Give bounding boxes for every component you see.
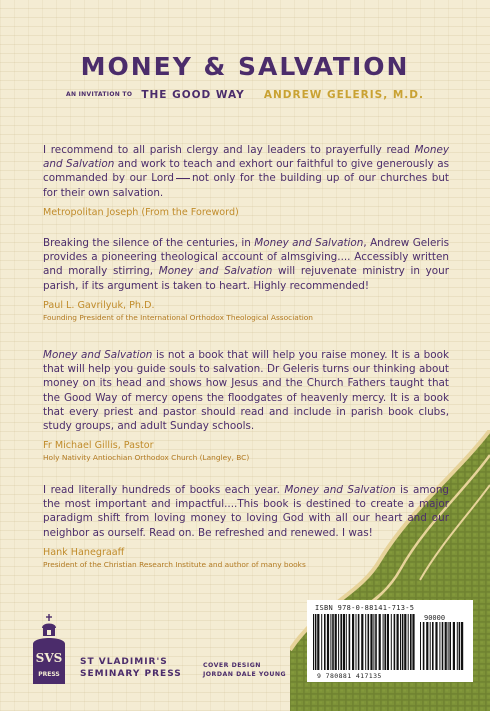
ean-barcode (313, 614, 417, 672)
cover-credit-label: COVER DESIGN (203, 662, 261, 669)
svs-press-logo (31, 614, 67, 684)
quote-text: I recommend to all parish clergy and lay leaders to prayerfully read (43, 144, 415, 156)
barcode-panel (307, 600, 473, 682)
subtitle-good-way: THE GOOD WAY (141, 88, 245, 101)
barcode-bar (410, 614, 412, 670)
em-dash (176, 178, 190, 180)
barcode-bar (330, 614, 331, 670)
barcode-bar (373, 614, 374, 670)
quote-text: I read literally hundreds of books each year. (43, 484, 285, 496)
barcode-bar (335, 614, 337, 670)
quote-text: not only for the building up of our churches but for their own salvation. (43, 172, 449, 199)
barcode-bar (379, 614, 381, 670)
logo-monogram: SVS (35, 651, 63, 665)
endorsement-name: Paul L. Gavrilyuk, Ph.D. (43, 299, 155, 311)
barcode-bar (453, 622, 455, 670)
endorsement-quote (43, 236, 449, 293)
barcode-bar (423, 622, 425, 670)
barcode-bar (412, 614, 414, 670)
endorsement-quote (43, 143, 449, 200)
barcode-bar (420, 622, 421, 670)
barcode-bar (349, 614, 351, 670)
barcode-bar (358, 614, 360, 670)
endorsement-quote (43, 483, 449, 540)
endorsement-name: Hank Hanegraaff (43, 546, 125, 558)
barcode-bar (397, 614, 399, 670)
subtitle-invitation: AN INVITATION TO (66, 91, 133, 98)
barcode-bar (352, 614, 354, 670)
endorsement-affiliation: Founding President of the International Orthodox Theological Association (43, 312, 313, 322)
cover-credit (203, 662, 286, 679)
book-title-italic: Money and Salvation (43, 144, 449, 171)
publisher-name (80, 656, 182, 680)
publisher-line-1: ST VLADIMIR'S (80, 657, 168, 667)
barcode-bar (404, 614, 406, 670)
barcode-bar (449, 622, 451, 670)
barcode-bar (383, 614, 384, 670)
barcode-bar (332, 614, 334, 670)
barcode-bar (324, 614, 326, 670)
book-title-italic: Money and Salvation (284, 484, 396, 496)
barcode-bar (315, 614, 317, 670)
barcode-bar (346, 614, 347, 670)
barcode-bar (338, 614, 339, 670)
barcode-bar (356, 614, 357, 670)
barcode-bar (448, 622, 449, 670)
endorsement-quote (43, 348, 449, 433)
logo-press: PRESS (38, 671, 60, 678)
quote-text: and work to teach and exhort our faithful to give generously as commanded by our Lord (43, 158, 449, 185)
barcode-bar (368, 614, 370, 670)
barcode-bar (461, 622, 463, 670)
publisher-line-2: SEMINARY PRESS (80, 669, 182, 679)
barcode-bar (391, 614, 392, 670)
ean-number: 9 780881 417135 (317, 672, 382, 680)
barcode-bar (402, 614, 404, 670)
barcode-bar (426, 622, 428, 670)
isbn-text: ISBN 978-0-88141-713-5 (315, 604, 415, 612)
endorsement-4 (43, 483, 449, 569)
barcode-bar (457, 622, 458, 670)
book-title: MONEY & SALVATION (80, 52, 410, 81)
barcode-bar (445, 622, 447, 670)
author-name: ANDREW GELERIS, M.D. (263, 88, 424, 101)
barcode-bar (327, 614, 329, 670)
barcode-bar (365, 614, 366, 670)
barcode-bar (313, 614, 314, 670)
barcode-bar (435, 622, 437, 670)
quote-text: is not a book that will help you raise money. It is a book that will help you guide souls to salvation. Dr Geleris turns our thinking about money on its head and shows how Jesus and the Church Fathers taught that the Good Way of mercy opens the floodgates of heavenly mercy. It is a book that every priest and pastor should read and include in parish book clubs, study groups, and adult Sunday schools. (43, 349, 449, 433)
endorsement-3 (43, 348, 449, 462)
barcode-bar (439, 622, 440, 670)
quote-text: will rejuvenate ministry in your parish, if its argument is taken to heart. Highly recommended! (43, 265, 449, 292)
endorsement-name: Fr Michael Gillis, Pastor (43, 440, 154, 452)
barcode-bar (370, 614, 372, 670)
barcode-bar (340, 614, 342, 670)
endorsement-name: Metropolitan Joseph (From the Foreword) (43, 206, 239, 218)
book-title-italic: Money and Salvation (43, 349, 153, 361)
cover-credit-designer: JORDAN DALE YOUNG (203, 670, 287, 678)
endorsement-1 (43, 143, 449, 218)
addon-barcode (420, 622, 466, 672)
barcode-bar (394, 614, 396, 670)
subtitle-row (0, 84, 490, 103)
barcode-bar (361, 614, 363, 670)
barcode-bar (384, 614, 386, 670)
barcode-bar (343, 614, 345, 670)
barcode-bar (321, 614, 322, 670)
barcode-bar (432, 622, 434, 670)
barcode-bar (317, 614, 319, 670)
endorsement-affiliation: Holy Nativity Antiochian Orthodox Church (Langley, BC) (43, 453, 250, 463)
quote-text: , Andrew Geleris provides a pioneering theological account of almsgiving.... Accessibly written and morally stirring, (43, 237, 449, 278)
endorsement-2 (43, 236, 449, 322)
barcode-bar (375, 614, 377, 670)
barcode-bar (430, 622, 431, 670)
barcode-bar (387, 614, 389, 670)
book-title-italic: Money and Salvation (254, 237, 364, 249)
barcode-bar (408, 614, 409, 670)
barcode-bar (459, 622, 461, 670)
book-title-italic: Money and Salvation (158, 265, 273, 278)
endorsement-affiliation: President of the Christian Research Institute and author of many books (43, 559, 306, 569)
quote-text: is among the most important and impactful....This book is destined to create a major paradigm shift from loving money to loving God with all our heart and our neighbor as ourself. Read on. Be refreshed and renewed. I was! (43, 484, 449, 539)
barcode-bar (442, 622, 444, 670)
barcode-addon-number: 90000 (424, 614, 446, 622)
quote-text: Breaking the silence of the centuries, in (43, 237, 255, 249)
barcode-bar (400, 614, 401, 670)
